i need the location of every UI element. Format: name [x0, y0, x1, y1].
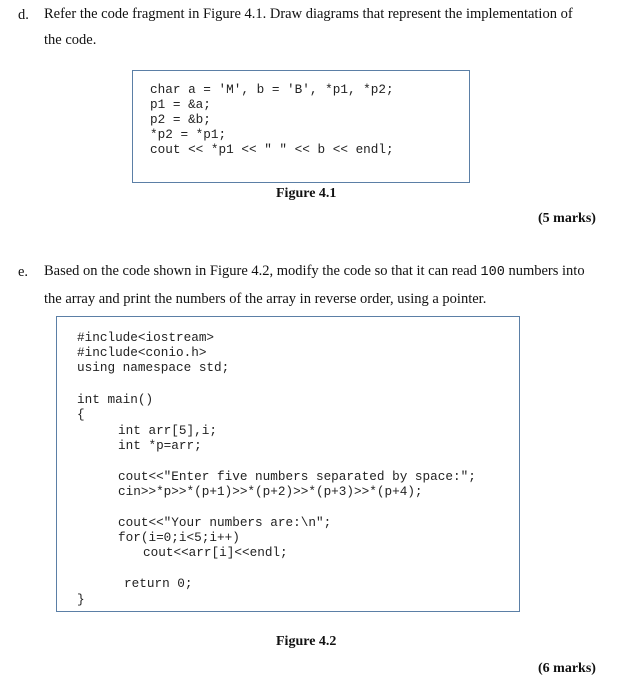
code-line: cout<<"Your numbers are:\n";: [118, 515, 332, 530]
code-line: int main(): [77, 392, 154, 407]
code-line: cout<<"Enter five numbers separated by space:";: [118, 469, 476, 484]
question-e-number: 100: [480, 265, 505, 280]
code-line: *p2 = *p1;: [150, 127, 227, 142]
question-e-text-line2: the array and print the numbers of the array in reverse order, using a pointer.: [44, 291, 487, 307]
question-d-text-line2: the code.: [44, 32, 97, 48]
code-line: cout << *p1 << " " << b << endl;: [150, 142, 394, 157]
code-line: p2 = &b;: [150, 112, 211, 127]
question-e-text: [44, 258, 609, 312]
code-line: cin>>*p>>*(p+1)>>*(p+2)>>*(p+3)>>*(p+4);: [118, 484, 423, 499]
figure-4-2-code-box: [56, 316, 520, 612]
figure-4-1-code-box: [132, 70, 470, 183]
question-d-text-line1: Refer the code fragment in Figure 4.1. Draw diagrams that represent the implementation of: [44, 6, 573, 22]
question-d-marks: (5 marks): [538, 211, 596, 226]
figure-4-1-caption: Figure 4.1: [276, 186, 337, 201]
question-e-marks: (6 marks): [538, 661, 596, 676]
code-line: }: [77, 592, 85, 607]
figure-4-2-caption: Figure 4.2: [276, 634, 337, 649]
code-line: for(i=0;i<5;i++): [118, 530, 240, 545]
code-line: using namespace std;: [77, 360, 230, 375]
code-line: #include<iostream>: [77, 330, 215, 345]
code-line: p1 = &a;: [150, 97, 211, 112]
code-line: char a = 'M', b = 'B', *p1, *p2;: [150, 82, 394, 97]
question-e-text-line1: [44, 258, 609, 286]
code-line: {: [77, 407, 85, 422]
question-e-text-part-a: Based on the code shown in Figure 4.2, modify the code so that it can read: [44, 263, 481, 279]
code-line: return 0;: [124, 576, 193, 591]
code-line: #include<conio.h>: [77, 345, 207, 360]
question-e-text-part-b: numbers into: [504, 263, 585, 279]
code-line: int *p=arr;: [118, 438, 202, 453]
question-e-label: e.: [18, 264, 29, 280]
code-line: cout<<arr[i]<<endl;: [143, 545, 288, 560]
question-d-text: [44, 1, 609, 53]
question-d-label: d.: [18, 7, 29, 23]
code-line: int arr[5],i;: [118, 423, 217, 438]
